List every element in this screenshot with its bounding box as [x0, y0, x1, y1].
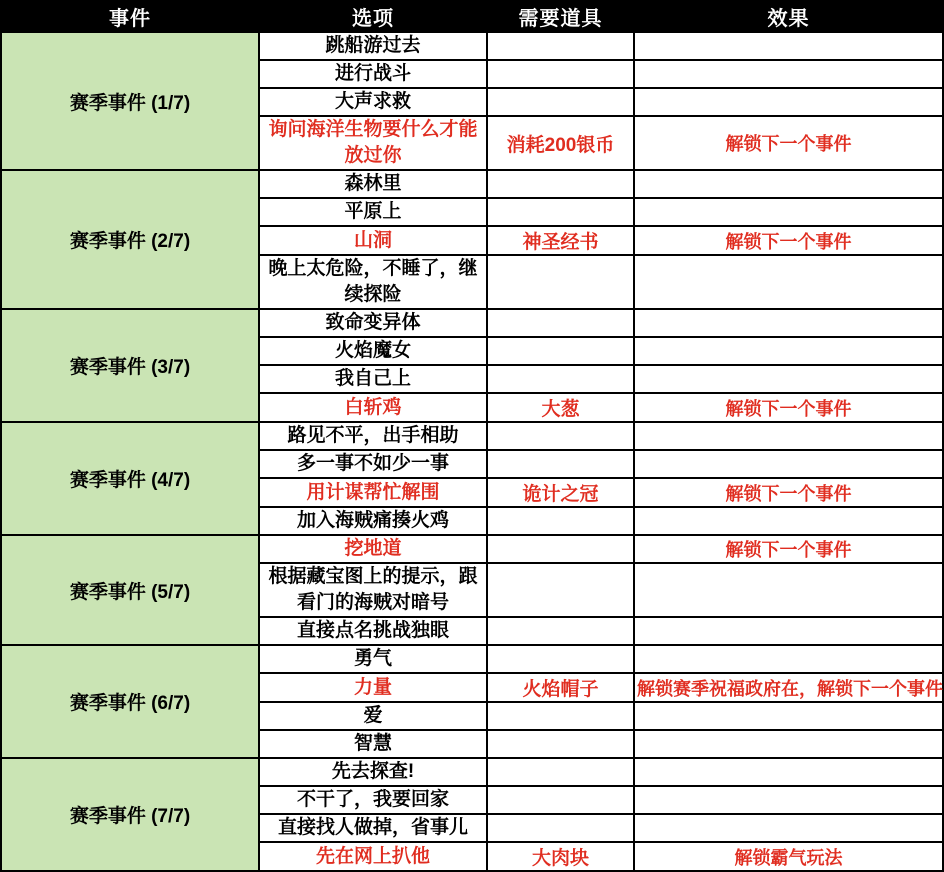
effect-cell: 解锁下一个事件 [634, 116, 943, 170]
effect-cell [634, 563, 943, 617]
effect-cell [634, 365, 943, 393]
option-cell: 询问海洋生物要什么才能放过你 [259, 116, 487, 170]
option-cell: 直接点名挑战独眼 [259, 617, 487, 645]
effect-cell [634, 617, 943, 645]
event-cell: 赛季事件 (6/7) [1, 645, 259, 758]
table-row [1, 535, 943, 563]
effect-cell [634, 60, 943, 88]
option-cell: 火焰魔女 [259, 337, 487, 365]
effect-cell [634, 730, 943, 758]
effect-cell [634, 337, 943, 365]
option-cell: 山洞 [259, 226, 487, 255]
item-cell: 大肉块 [487, 842, 634, 871]
column-header-option: 选项 [259, 1, 487, 32]
option-cell: 跳船游过去 [259, 32, 487, 60]
option-cell: 力量 [259, 673, 487, 702]
item-cell: 火焰帽子 [487, 673, 634, 702]
effect-cell [634, 702, 943, 730]
effect-cell: 解锁赛季祝福政府在，解锁下一个事件 [634, 673, 943, 702]
option-cell: 先在网上扒他 [259, 842, 487, 871]
effect-cell [634, 170, 943, 198]
item-cell [487, 758, 634, 786]
table-row [1, 309, 943, 337]
option-cell: 多一事不如少一事 [259, 450, 487, 478]
item-cell [487, 255, 634, 309]
event-cell: 赛季事件 (3/7) [1, 309, 259, 422]
item-cell: 大葱 [487, 393, 634, 422]
effect-cell [634, 88, 943, 116]
effect-cell [634, 507, 943, 535]
item-cell [487, 337, 634, 365]
table-row [1, 170, 943, 198]
option-cell: 路见不平，出手相助 [259, 422, 487, 450]
option-cell: 大声求救 [259, 88, 487, 116]
effect-cell: 解锁下一个事件 [634, 226, 943, 255]
option-cell: 加入海贼痛揍火鸡 [259, 507, 487, 535]
item-cell: 诡计之冠 [487, 478, 634, 507]
item-cell [487, 730, 634, 758]
item-cell [487, 88, 634, 116]
effect-cell [634, 758, 943, 786]
option-cell: 先去探查! [259, 758, 487, 786]
item-cell [487, 422, 634, 450]
effect-cell [634, 645, 943, 673]
option-cell: 勇气 [259, 645, 487, 673]
option-cell: 挖地道 [259, 535, 487, 563]
effect-cell [634, 786, 943, 814]
item-cell: 神圣经书 [487, 226, 634, 255]
effect-cell [634, 450, 943, 478]
item-cell [487, 32, 634, 60]
option-cell: 根据藏宝图上的提示，跟看门的海贼对暗号 [259, 563, 487, 617]
item-cell [487, 786, 634, 814]
option-cell: 爱 [259, 702, 487, 730]
option-cell: 白斩鸡 [259, 393, 487, 422]
event-cell: 赛季事件 (1/7) [1, 32, 259, 170]
option-cell: 我自己上 [259, 365, 487, 393]
item-cell [487, 60, 634, 88]
option-cell: 平原上 [259, 198, 487, 226]
effect-cell: 解锁下一个事件 [634, 478, 943, 507]
column-header-effect: 效果 [634, 1, 943, 32]
header-row [1, 1, 943, 32]
effect-cell [634, 814, 943, 842]
option-cell: 致命变异体 [259, 309, 487, 337]
column-header-event: 事件 [1, 1, 259, 32]
table-row [1, 32, 943, 60]
effect-cell [634, 309, 943, 337]
effect-cell: 解锁下一个事件 [634, 393, 943, 422]
option-cell: 晚上太危险，不睡了，继续探险 [259, 255, 487, 309]
effect-cell: 解锁霸气玩法 [634, 842, 943, 871]
item-cell [487, 309, 634, 337]
item-cell [487, 563, 634, 617]
event-cell: 赛季事件 (4/7) [1, 422, 259, 535]
effect-cell: 解锁下一个事件 [634, 535, 943, 563]
effect-cell [634, 32, 943, 60]
item-cell [487, 645, 634, 673]
item-cell [487, 617, 634, 645]
option-cell: 不干了，我要回家 [259, 786, 487, 814]
item-cell [487, 702, 634, 730]
item-cell [487, 170, 634, 198]
item-cell [487, 507, 634, 535]
column-header-required-item: 需要道具 [487, 1, 634, 32]
item-cell [487, 365, 634, 393]
effect-cell [634, 255, 943, 309]
effect-cell [634, 198, 943, 226]
item-cell [487, 814, 634, 842]
event-cell: 赛季事件 (5/7) [1, 535, 259, 645]
effect-cell [634, 422, 943, 450]
option-cell: 用计谋帮忙解围 [259, 478, 487, 507]
option-cell: 进行战斗 [259, 60, 487, 88]
event-cell: 赛季事件 (7/7) [1, 758, 259, 871]
table-row [1, 645, 943, 673]
option-cell: 直接找人做掉，省事儿 [259, 814, 487, 842]
event-cell: 赛季事件 (2/7) [1, 170, 259, 309]
option-cell: 森林里 [259, 170, 487, 198]
item-cell [487, 535, 634, 563]
table-row [1, 758, 943, 786]
table-row [1, 422, 943, 450]
item-cell [487, 450, 634, 478]
option-cell: 智慧 [259, 730, 487, 758]
item-cell [487, 198, 634, 226]
item-cell: 消耗200银币 [487, 116, 634, 170]
